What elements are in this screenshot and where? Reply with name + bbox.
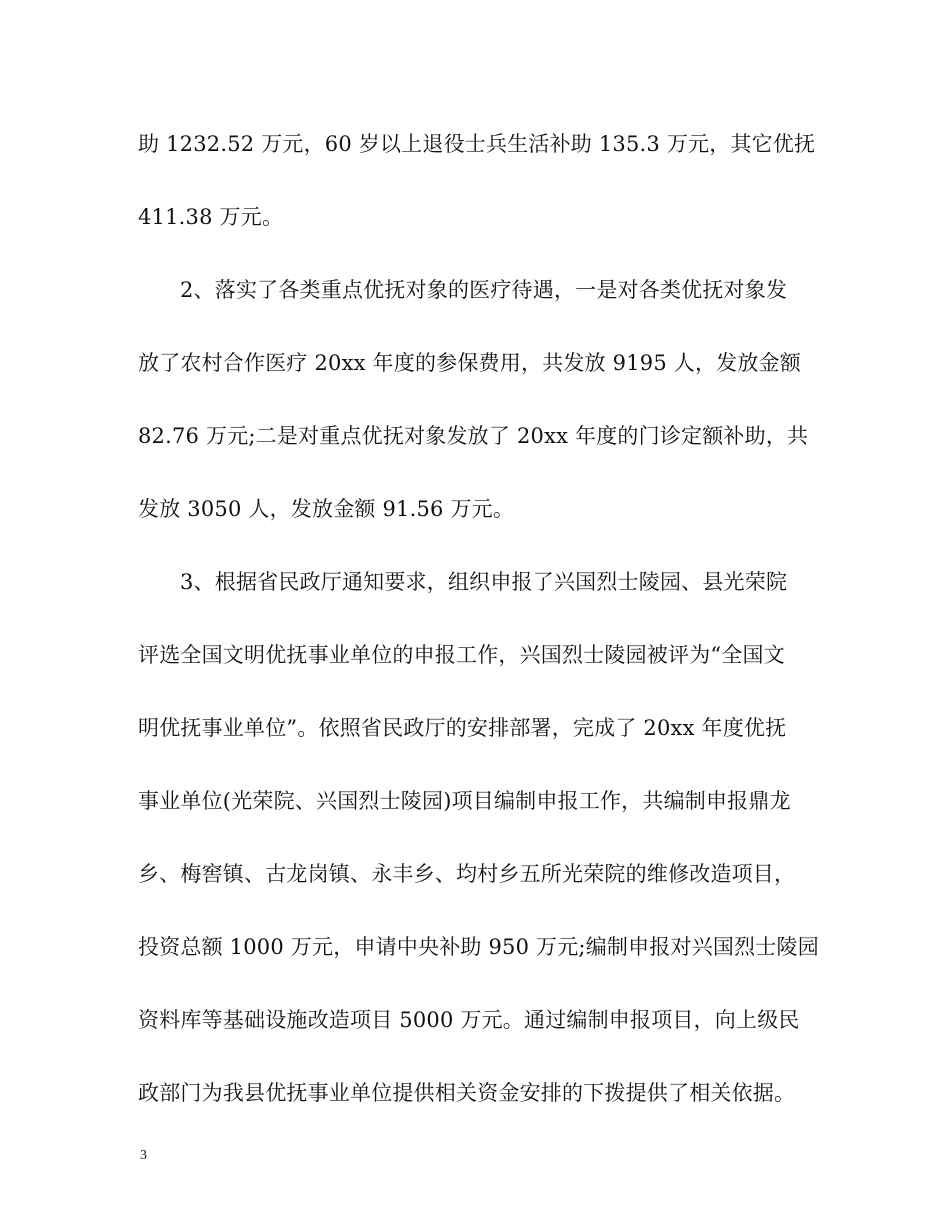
text-line: 助 1232.52 万元，60 岁以上退役士兵生活补助 135.3 万元，其它优抚 [138,132,816,156]
text-line: 明优抚事业单位”。依照省民政厅的安排部署，完成了 20xx 年度优抚 [138,716,787,740]
text-line: 411.38 万元。 [138,205,284,229]
text-line: 乡、梅窖镇、古龙岗镇、永丰乡、均村乡五所光荣院的维修改造项目， [138,862,796,886]
text-line: 发放 3050 人，发放金额 91.56 万元。 [138,497,515,521]
text-line: 政部门为我县优抚事业单位提供相关资金安排的下拨提供了相关依据。 [138,1081,796,1105]
text-line: 评选全国文明优抚事业单位的申报工作，兴国烈士陵园被评为“全国文 [138,643,785,667]
text-line: 事业单位(光荣院、兴国烈士陵园)项目编制申报工作，共编制申报鼎龙 [138,789,791,813]
text-line: 放了农村合作医疗 20xx 年度的参保费用，共发放 9195 人，发放金额 [138,351,801,375]
page-number: 3 [140,1148,147,1163]
paragraph-2-start: 2、落实了各类重点优抚对象的医疗待遇，一是对各类优抚对象发 [180,278,788,302]
text-line: 投资总额 1000 万元，申请中央补助 950 万元;编制申报对兴国烈士陵园 [138,935,819,959]
text-line: 82.76 万元;二是对重点优抚对象发放了 20xx 年度的门诊定额补助，共 [138,424,809,448]
text-line: 资料库等基础设施改造项目 5000 万元。通过编制申报项目，向上级民 [138,1008,800,1032]
paragraph-3-start: 3、根据省民政厅通知要求，组织申报了兴国烈士陵园、县光荣院 [180,570,788,594]
